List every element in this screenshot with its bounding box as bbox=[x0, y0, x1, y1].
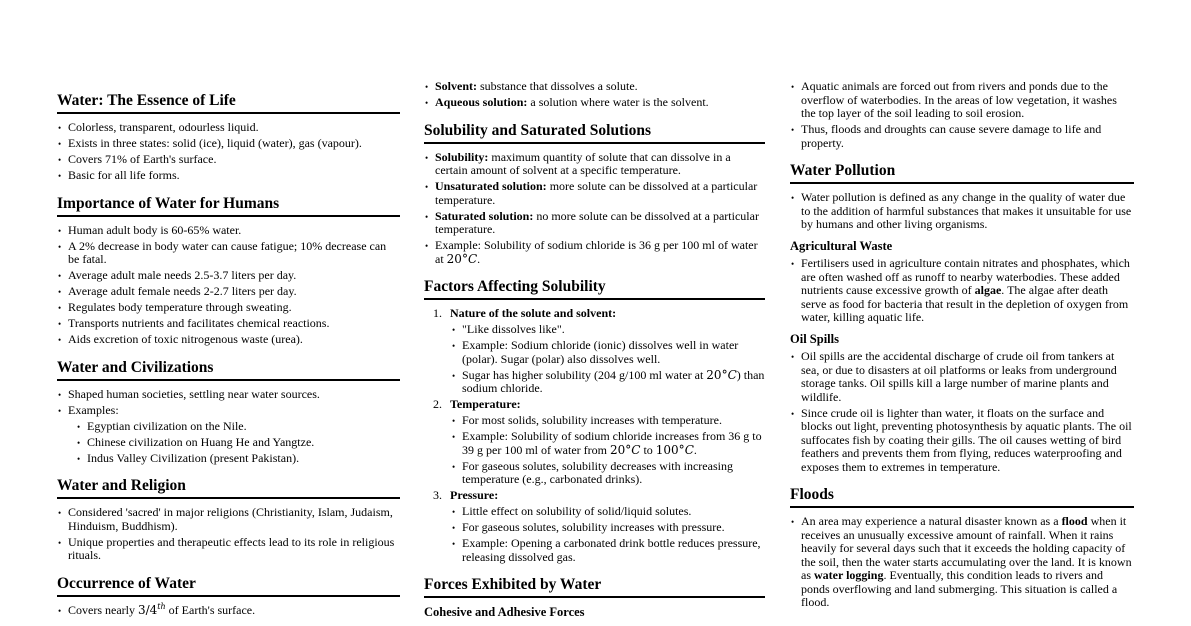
sub-heading: Cohesive and Adhesive Forces bbox=[424, 605, 585, 619]
list-item-text bbox=[68, 535, 394, 563]
text-segment: Considered 'sacred' in major religions (Christianity, Islam, Judaism, Hinduism, Buddhism). bbox=[68, 505, 393, 533]
text-segment: Regulates body temperature through sweating. bbox=[68, 300, 292, 314]
list-item bbox=[790, 515, 1134, 610]
list-item bbox=[57, 388, 400, 402]
list-item bbox=[451, 339, 765, 366]
ul-list bbox=[790, 350, 1134, 474]
list-item-text bbox=[435, 95, 709, 109]
list-item-text bbox=[68, 168, 180, 182]
bullet-marker: • bbox=[452, 461, 456, 472]
text-segment: Nature of the solute and solvent: bbox=[450, 306, 617, 320]
bullet-marker: • bbox=[77, 453, 81, 464]
list-item-text bbox=[462, 338, 738, 366]
bullet-marker: • bbox=[58, 171, 62, 181]
text-segment: Unique properties and therapeutic effects lead to its role in religious rituals. bbox=[68, 534, 395, 562]
text-segment: water logging bbox=[814, 568, 884, 582]
text-segment: Water pollution is defined as any change in the quality of water due to the addition of harmful substances that makes it unsuitable for use by humans and other living organisms. bbox=[801, 190, 1132, 231]
list-item bbox=[451, 537, 765, 564]
text-segment: C bbox=[684, 442, 694, 457]
text-segment: Covers 71% of Earth's surface. bbox=[68, 152, 217, 166]
list-item-text bbox=[450, 397, 521, 411]
text-segment: ) than sodium chloride. bbox=[462, 367, 765, 395]
text-segment: Temperature: bbox=[450, 397, 521, 411]
bullet-marker: • bbox=[425, 98, 429, 108]
list-item-text bbox=[87, 419, 247, 433]
ul-list bbox=[57, 388, 400, 466]
bullet-marker: • bbox=[77, 437, 81, 448]
list-item bbox=[451, 521, 765, 535]
ul-list bbox=[424, 80, 765, 110]
number-marker: 3. bbox=[433, 488, 442, 502]
bullet-marker: • bbox=[452, 432, 456, 442]
list-item-text bbox=[801, 122, 1101, 150]
list-item bbox=[451, 460, 765, 487]
bullet-marker: • bbox=[58, 389, 62, 400]
section-heading: Water and Civilizations bbox=[57, 360, 400, 381]
bullet-marker: • bbox=[58, 225, 62, 236]
column-2 bbox=[424, 80, 765, 626]
list-item bbox=[57, 121, 400, 135]
section-heading: Factors Affecting Solubility bbox=[424, 279, 765, 300]
list-item-text bbox=[462, 459, 733, 487]
text-segment: An area may experience a natural disaster known as a bbox=[801, 514, 1062, 528]
list-item bbox=[426, 398, 765, 487]
bullet-marker: • bbox=[425, 82, 429, 92]
list-item-text bbox=[462, 368, 764, 396]
ul-list bbox=[424, 151, 765, 267]
ul-list bbox=[790, 515, 1134, 610]
list-item bbox=[424, 210, 765, 237]
bullet-marker: • bbox=[425, 152, 429, 163]
ul-list bbox=[57, 121, 400, 183]
bullet-marker: • bbox=[58, 303, 62, 313]
bullet-marker: • bbox=[452, 507, 456, 517]
text-segment: Aqueous solution: bbox=[435, 95, 528, 109]
bullet-marker: • bbox=[791, 82, 795, 92]
list-item bbox=[57, 506, 400, 533]
bullet-marker: • bbox=[58, 139, 62, 149]
list-item-text bbox=[801, 349, 1117, 404]
text-segment: Average adult female needs 2-2.7 liters per day. bbox=[68, 284, 297, 298]
text-segment: 20° bbox=[609, 442, 632, 457]
bullet-marker: • bbox=[791, 517, 795, 527]
list-item bbox=[57, 269, 400, 283]
text-segment: Covers nearly bbox=[68, 602, 138, 617]
list-item-text bbox=[435, 209, 759, 237]
text-segment: A 2% decrease in body water can cause fatigue; 10% decrease can be fatal. bbox=[68, 238, 387, 266]
list-item bbox=[451, 505, 765, 519]
list-item bbox=[790, 407, 1134, 475]
list-item-text bbox=[68, 316, 329, 330]
text-segment: Sugar has higher solubility (204 g/100 ml water at bbox=[462, 367, 707, 382]
section-heading: Occurrence of Water bbox=[57, 576, 400, 597]
text-segment: Transports nutrients and facilitates chemical reactions. bbox=[68, 316, 330, 330]
text-segment: Indus Valley Civilization (present Pakistan). bbox=[87, 450, 300, 465]
bullet-marker: • bbox=[791, 352, 795, 362]
text-segment: 3/4 bbox=[137, 602, 158, 617]
text-segment: For most solids, solubility increases with temperature. bbox=[462, 413, 722, 427]
list-item-text bbox=[68, 223, 241, 237]
list-item-text bbox=[435, 179, 757, 207]
bullet-marker: • bbox=[58, 241, 62, 252]
bullet-marker: • bbox=[425, 182, 429, 192]
text-segment: . bbox=[693, 442, 697, 457]
list-item-text bbox=[87, 435, 314, 449]
text-segment: . bbox=[477, 251, 481, 266]
text-segment: flood bbox=[1061, 514, 1088, 528]
bullet-marker: • bbox=[58, 405, 62, 416]
list-item-text bbox=[801, 256, 1130, 324]
section-heading: Water and Religion bbox=[57, 478, 400, 499]
list-item bbox=[57, 285, 400, 299]
text-segment: Chinese civilization on Huang He and Yangtze. bbox=[87, 434, 315, 449]
ul-list bbox=[57, 506, 400, 563]
text-segment: Aquatic animals are forced out from rivers and ponds due to the overflow of waterbodies. In the areas of low vegetation, it washes the top layer of the soil leading to soil erosion. bbox=[801, 80, 1117, 120]
list-item bbox=[76, 420, 400, 434]
list-item bbox=[57, 301, 400, 315]
bullet-marker: • bbox=[791, 259, 795, 269]
text-segment: no more solute can be dissolved at a particular temperature. bbox=[435, 208, 759, 236]
list-item-text bbox=[68, 603, 255, 617]
list-item bbox=[451, 430, 765, 457]
bullet-marker: • bbox=[58, 287, 62, 297]
list-item bbox=[424, 151, 765, 178]
list-item bbox=[57, 169, 400, 183]
text-segment: more solute can be dissolved at a particular temperature. bbox=[435, 179, 758, 207]
list-item-text bbox=[462, 504, 691, 518]
text-segment: Unsaturated solution: bbox=[435, 179, 547, 193]
number-marker: 1. bbox=[433, 306, 442, 320]
text-segment: Little effect on solubility of solid/liquid solutes. bbox=[462, 504, 692, 518]
text-segment: substance that dissolves a solute. bbox=[477, 80, 638, 93]
list-item-text bbox=[68, 505, 393, 533]
list-item-text bbox=[435, 80, 638, 93]
sub-heading: Agricultural Waste bbox=[790, 238, 893, 253]
list-item-text bbox=[801, 514, 1132, 609]
text-segment: 20° bbox=[446, 251, 468, 266]
ul-list bbox=[790, 257, 1134, 325]
list-item bbox=[790, 350, 1134, 404]
section-heading: Solubility and Saturated Solutions bbox=[424, 123, 765, 144]
text-segment: Shaped human societies, settling near water sources. bbox=[68, 386, 320, 401]
ul-list bbox=[57, 601, 400, 618]
text-segment: Example: Solubility of sodium chloride is 36 g per 100 ml of water at bbox=[435, 238, 758, 266]
bullet-marker: • bbox=[452, 523, 456, 533]
list-item-text bbox=[87, 451, 299, 465]
text-segment: 100° bbox=[655, 442, 685, 457]
section-heading: Water: The Essence of Life bbox=[57, 93, 400, 114]
list-item bbox=[451, 369, 765, 396]
column-3 bbox=[790, 80, 1134, 626]
bullet-marker: • bbox=[425, 241, 429, 251]
list-item-text bbox=[462, 520, 725, 534]
text-segment: Oil spills are the accidental discharge of crude oil from tankers at sea, or due to disasters at oil platforms or leaks from underground storage tanks. Oil spills kill a large number of marine plants and wildlife. bbox=[801, 349, 1117, 404]
list-item bbox=[424, 80, 765, 94]
text-segment: "Like dissolves like". bbox=[462, 322, 565, 336]
text-segment: Basic for all life forms. bbox=[68, 168, 180, 182]
list-item bbox=[57, 333, 400, 347]
list-item bbox=[426, 489, 765, 564]
list-item bbox=[790, 80, 1134, 121]
list-item bbox=[76, 436, 400, 450]
list-item bbox=[424, 96, 765, 110]
text-segment: Human adult body is 60-65% water. bbox=[68, 222, 242, 237]
text-segment: 20° bbox=[706, 367, 728, 382]
bullet-marker: • bbox=[452, 539, 456, 549]
text-segment: Saturated solution: bbox=[435, 208, 534, 223]
list-item-text bbox=[462, 429, 762, 457]
bullet-marker: • bbox=[58, 319, 62, 329]
text-segment: Egyptian civilization on the Nile. bbox=[87, 418, 247, 433]
text-segment: maximum quantity of solute that can dissolve in a certain amount of solvent at a specific temperature. bbox=[435, 149, 731, 177]
text-segment: Fertilisers used in agriculture contain nitrates and phosphates, which are often washed off as runoff to nearby waterbodies. These added nutrients cause excessive growth of bbox=[801, 256, 1130, 297]
ul-list bbox=[451, 323, 765, 396]
text-segment: C bbox=[467, 251, 478, 266]
text-segment: . Eventually, this condition leads to rivers and ponds overflowing and land submerging. This situation is called a flood. bbox=[801, 568, 1118, 609]
list-item-text bbox=[68, 152, 216, 166]
bullet-marker: • bbox=[791, 408, 795, 419]
text-segment: For gaseous solutes, solubility decreases with increasing temperature (e.g., carbonated drinks). bbox=[462, 458, 733, 486]
list-item bbox=[426, 307, 765, 396]
list-item-text bbox=[68, 387, 320, 401]
sub-heading: Oil Spills bbox=[790, 331, 839, 346]
list-item bbox=[57, 224, 400, 238]
bullet-marker: • bbox=[58, 123, 62, 133]
ol-list bbox=[426, 307, 765, 564]
bullet-marker: • bbox=[58, 335, 62, 345]
list-item-text bbox=[68, 268, 296, 282]
bullet-marker: • bbox=[58, 155, 62, 165]
text-segment: of Earth's surface. bbox=[165, 602, 256, 617]
text-segment: Colorless, transparent, odourless liquid. bbox=[68, 120, 259, 134]
text-segment: . The algae after death serve as food for bacteria that result in the depletion of oxygen from water, killing aquatic life. bbox=[801, 283, 1129, 324]
text-segment: Solvent: bbox=[435, 80, 477, 93]
list-item-text bbox=[462, 536, 761, 564]
list-item bbox=[790, 191, 1134, 232]
bullet-marker: • bbox=[425, 211, 429, 222]
text-segment: Examples: bbox=[68, 402, 119, 417]
column-1 bbox=[57, 80, 400, 626]
list-item bbox=[451, 414, 765, 428]
text-segment: th bbox=[157, 601, 166, 611]
bullet-marker: • bbox=[452, 325, 456, 335]
section-heading: Water Pollution bbox=[790, 163, 1134, 184]
bullet-marker: • bbox=[58, 537, 62, 548]
bullet-marker: • bbox=[452, 416, 456, 426]
bullet-marker: • bbox=[791, 193, 795, 203]
bullet-marker: • bbox=[58, 271, 62, 281]
list-item-text bbox=[801, 406, 1132, 474]
bullet-marker: • bbox=[452, 370, 456, 381]
text-segment: Example: Sodium chloride (ionic) dissolves well in water (polar). Sugar (polar) also dissolves well. bbox=[462, 338, 739, 366]
bullet-marker: • bbox=[77, 421, 81, 432]
list-item-text bbox=[801, 80, 1117, 120]
list-item bbox=[57, 137, 400, 151]
list-item bbox=[424, 180, 765, 207]
section-heading: Floods bbox=[790, 487, 1134, 508]
list-item bbox=[57, 601, 400, 618]
text-segment: Average adult male needs 2.5-3.7 liters per day. bbox=[68, 268, 297, 282]
text-segment: Aids excretion of toxic nitrogenous waste (urea). bbox=[68, 332, 303, 346]
list-item bbox=[57, 317, 400, 331]
bullet-marker: • bbox=[58, 508, 62, 518]
text-segment: For gaseous solutes, solubility increases with pressure. bbox=[462, 520, 725, 534]
number-marker: 2. bbox=[433, 397, 442, 411]
list-item-text bbox=[68, 239, 386, 267]
text-segment: when it receives an unusually excessive amount of rainfall. When it rains heavily for several days such that it exceeds the holding capacity of the soil, then the water starts accumulating over the land. It is known as bbox=[801, 514, 1132, 582]
list-item-text bbox=[801, 190, 1131, 231]
list-item bbox=[424, 239, 765, 266]
text-segment: Solubility: bbox=[435, 149, 489, 164]
text-segment: Pressure: bbox=[450, 488, 499, 502]
text-segment: a solution where water is the solvent. bbox=[527, 95, 709, 109]
list-item bbox=[451, 323, 765, 337]
ul-list bbox=[451, 414, 765, 487]
ul-list bbox=[790, 80, 1134, 150]
section-heading: Importance of Water for Humans bbox=[57, 196, 400, 217]
list-item-text bbox=[68, 284, 297, 298]
bullet-marker: • bbox=[58, 605, 62, 616]
list-item bbox=[57, 240, 400, 267]
list-item-text bbox=[450, 306, 616, 320]
text-segment: to bbox=[640, 442, 656, 457]
list-item bbox=[790, 123, 1134, 150]
list-item-text bbox=[435, 238, 758, 266]
list-item-text bbox=[68, 403, 119, 417]
bullet-marker: • bbox=[452, 341, 456, 351]
text-segment: C bbox=[631, 442, 641, 457]
text-segment: Since crude oil is lighter than water, it floats on the surface and blocks out light, preventing photosynthesis by aquatic plants. The oil suffocates fish by coating their gills. The oil causes wetting of bird feathers and prevents them from flying, reduces waterproofing and exposes them to extremes in temperature. bbox=[801, 405, 1132, 474]
list-item-text bbox=[68, 332, 303, 346]
list-item bbox=[76, 452, 400, 466]
list-item-text bbox=[462, 322, 565, 336]
list-item-text bbox=[68, 120, 259, 134]
list-item-text bbox=[68, 136, 362, 150]
list-item bbox=[57, 404, 400, 466]
ul-list bbox=[451, 505, 765, 564]
text-segment: Thus, floods and droughts can cause severe damage to life and property. bbox=[801, 122, 1102, 150]
text-segment: algae bbox=[974, 283, 1002, 297]
ul-list bbox=[76, 420, 400, 466]
bullet-marker: • bbox=[791, 125, 795, 135]
ul-list bbox=[790, 191, 1134, 232]
list-item bbox=[57, 153, 400, 167]
list-item-text bbox=[462, 413, 722, 427]
ul-list bbox=[57, 224, 400, 347]
list-item-text bbox=[450, 488, 498, 502]
list-item-text bbox=[435, 150, 731, 178]
text-segment: C bbox=[727, 367, 737, 382]
text-segment: Example: Solubility of sodium chloride increases from 36 g to 39 g per 100 ml of water from bbox=[462, 429, 762, 457]
section-heading: Forces Exhibited by Water bbox=[424, 577, 765, 598]
list-item bbox=[57, 536, 400, 563]
text-segment: Exists in three states: solid (ice), liquid (water), gas (vapour). bbox=[68, 136, 362, 150]
text-segment: Example: Opening a carbonated drink bottle reduces pressure, releasing dissolved gas. bbox=[462, 536, 761, 564]
list-item bbox=[790, 257, 1134, 325]
list-item-text bbox=[68, 300, 292, 314]
